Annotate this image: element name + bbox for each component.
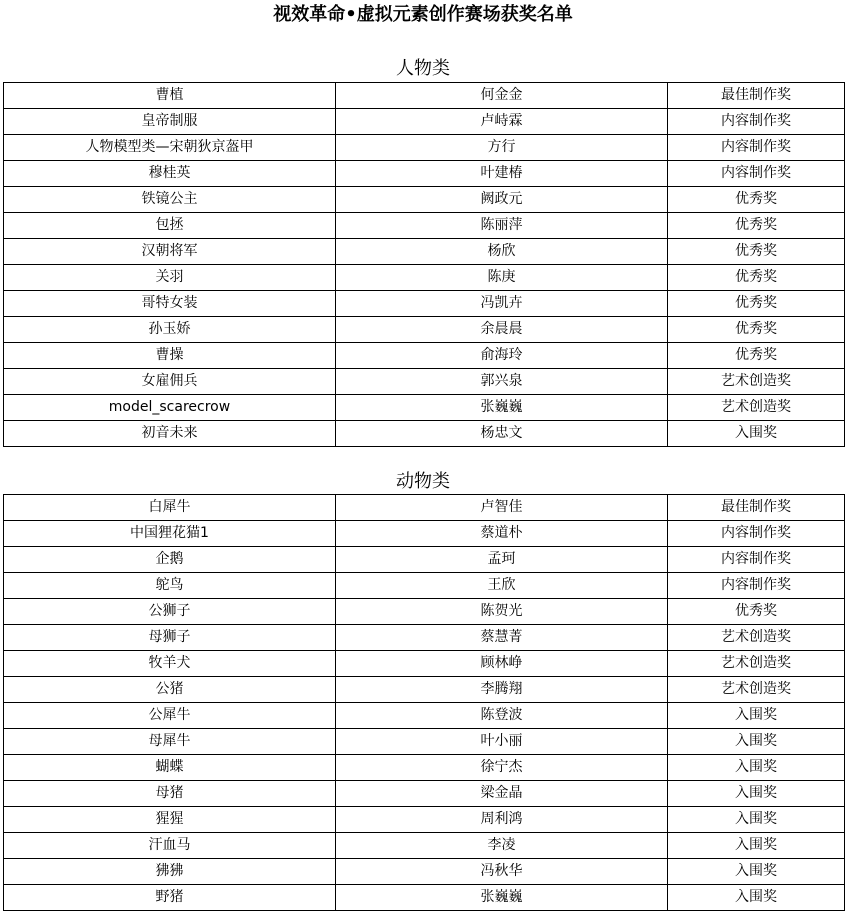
award-cell: 入围奖 (668, 781, 845, 807)
work-name-cell: 公犀牛 (4, 703, 336, 729)
award-cell: 入围奖 (668, 885, 845, 911)
table-row (4, 677, 845, 703)
award-cell: 优秀奖 (668, 265, 845, 291)
award-cell: 艺术创造奖 (668, 677, 845, 703)
work-name-cell: 狒狒 (4, 859, 336, 885)
table-row (4, 755, 845, 781)
table-row (4, 83, 845, 109)
work-name-cell: 曹操 (4, 343, 336, 369)
work-name-cell: 初音未来 (4, 421, 336, 447)
work-name-cell: 母猪 (4, 781, 336, 807)
author-cell: 陈庚 (336, 265, 668, 291)
table-row (4, 599, 845, 625)
author-cell: 李腾翔 (336, 677, 668, 703)
work-name-cell: 公狮子 (4, 599, 336, 625)
work-name-cell: 汗血马 (4, 833, 336, 859)
table-row (4, 369, 845, 395)
author-cell: 陈登波 (336, 703, 668, 729)
table-row (4, 859, 845, 885)
work-name-cell: 曹植 (4, 83, 336, 109)
author-cell: 杨欣 (336, 239, 668, 265)
work-name-cell: 牧羊犬 (4, 651, 336, 677)
table-row (4, 239, 845, 265)
award-cell: 艺术创造奖 (668, 625, 845, 651)
author-cell: 孟珂 (336, 547, 668, 573)
animals-award-table (3, 494, 845, 911)
section-title-characters: 人物类 (396, 58, 450, 79)
award-cell: 入围奖 (668, 807, 845, 833)
award-cell: 入围奖 (668, 421, 845, 447)
table-row (4, 703, 845, 729)
table-row (4, 573, 845, 599)
work-name-cell: 铁镜公主 (4, 187, 336, 213)
work-name-cell: 中国狸花猫1 (4, 521, 336, 547)
page-title: 视效革命•虚拟元素创作赛场获奖名单 (273, 4, 573, 25)
work-name-cell: 企鹅 (4, 547, 336, 573)
award-cell: 优秀奖 (668, 599, 845, 625)
award-cell: 最佳制作奖 (668, 83, 845, 109)
author-cell: 蔡道朴 (336, 521, 668, 547)
table-row (4, 421, 845, 447)
work-name-cell: 白犀牛 (4, 495, 336, 521)
table-row (4, 213, 845, 239)
author-cell: 何金金 (336, 83, 668, 109)
award-cell: 艺术创造奖 (668, 651, 845, 677)
award-cell: 入围奖 (668, 755, 845, 781)
table-row (4, 109, 845, 135)
author-cell: 冯秋华 (336, 859, 668, 885)
table-row (4, 187, 845, 213)
work-name-cell: 皇帝制服 (4, 109, 336, 135)
author-cell: 阙政元 (336, 187, 668, 213)
author-cell: 杨忠文 (336, 421, 668, 447)
table-row (4, 135, 845, 161)
author-cell: 陈贺光 (336, 599, 668, 625)
table-row (4, 343, 845, 369)
author-cell: 蔡慧菁 (336, 625, 668, 651)
work-name-cell: 母犀牛 (4, 729, 336, 755)
table-row (4, 317, 845, 343)
table-row (4, 807, 845, 833)
work-name-cell: 母狮子 (4, 625, 336, 651)
work-name-cell: 人物模型类—宋朝狄京盔甲 (4, 135, 336, 161)
author-cell: 卢智佳 (336, 495, 668, 521)
work-name-cell: 汉朝将军 (4, 239, 336, 265)
work-name-cell: 公猪 (4, 677, 336, 703)
award-cell: 入围奖 (668, 859, 845, 885)
author-cell: 叶小丽 (336, 729, 668, 755)
award-cell: 优秀奖 (668, 213, 845, 239)
author-cell: 周利鸿 (336, 807, 668, 833)
award-cell: 艺术创造奖 (668, 395, 845, 421)
work-name-cell: 蝴蝶 (4, 755, 336, 781)
award-cell: 内容制作奖 (668, 161, 845, 187)
author-cell: 方行 (336, 135, 668, 161)
award-cell: 内容制作奖 (668, 521, 845, 547)
award-cell: 艺术创造奖 (668, 369, 845, 395)
work-name-cell: 野猪 (4, 885, 336, 911)
author-cell: 顾林峥 (336, 651, 668, 677)
table-row (4, 625, 845, 651)
table-row (4, 291, 845, 317)
award-cell: 优秀奖 (668, 343, 845, 369)
animals-table-body (4, 495, 845, 911)
author-cell: 俞海玲 (336, 343, 668, 369)
author-cell: 李凌 (336, 833, 668, 859)
table-row (4, 729, 845, 755)
award-cell: 内容制作奖 (668, 547, 845, 573)
table-row (4, 885, 845, 911)
table-row (4, 833, 845, 859)
table-row (4, 781, 845, 807)
work-name-cell: 猩猩 (4, 807, 336, 833)
author-cell: 陈丽萍 (336, 213, 668, 239)
author-cell: 张巍巍 (336, 395, 668, 421)
table-row (4, 495, 845, 521)
award-cell: 内容制作奖 (668, 109, 845, 135)
author-cell: 郭兴泉 (336, 369, 668, 395)
author-cell: 张巍巍 (336, 885, 668, 911)
characters-award-table (3, 82, 845, 447)
section-title-animals: 动物类 (396, 471, 450, 492)
table-row (4, 161, 845, 187)
table-row (4, 265, 845, 291)
work-name-cell: 穆桂英 (4, 161, 336, 187)
characters-table-body (4, 83, 845, 447)
award-cell: 优秀奖 (668, 187, 845, 213)
work-name-cell: 哥特女装 (4, 291, 336, 317)
author-cell: 叶建椿 (336, 161, 668, 187)
award-cell: 内容制作奖 (668, 573, 845, 599)
award-cell: 优秀奖 (668, 291, 845, 317)
award-cell: 入围奖 (668, 729, 845, 755)
author-cell: 余晨晨 (336, 317, 668, 343)
table-row (4, 651, 845, 677)
award-cell: 优秀奖 (668, 317, 845, 343)
work-name-cell: 孙玉娇 (4, 317, 336, 343)
author-cell: 梁金晶 (336, 781, 668, 807)
work-name-cell: 女雇佣兵 (4, 369, 336, 395)
work-name-cell: model_scarecrow (4, 395, 336, 421)
table-row (4, 521, 845, 547)
work-name-cell: 包拯 (4, 213, 336, 239)
award-cell: 内容制作奖 (668, 135, 845, 161)
author-cell: 徐宁杰 (336, 755, 668, 781)
work-name-cell: 鸵鸟 (4, 573, 336, 599)
table-row (4, 547, 845, 573)
author-cell: 王欣 (336, 573, 668, 599)
table-row (4, 395, 845, 421)
award-cell: 入围奖 (668, 703, 845, 729)
work-name-cell: 关羽 (4, 265, 336, 291)
award-cell: 优秀奖 (668, 239, 845, 265)
author-cell: 卢峙霖 (336, 109, 668, 135)
author-cell: 冯凯卉 (336, 291, 668, 317)
award-cell: 入围奖 (668, 833, 845, 859)
award-cell: 最佳制作奖 (668, 495, 845, 521)
